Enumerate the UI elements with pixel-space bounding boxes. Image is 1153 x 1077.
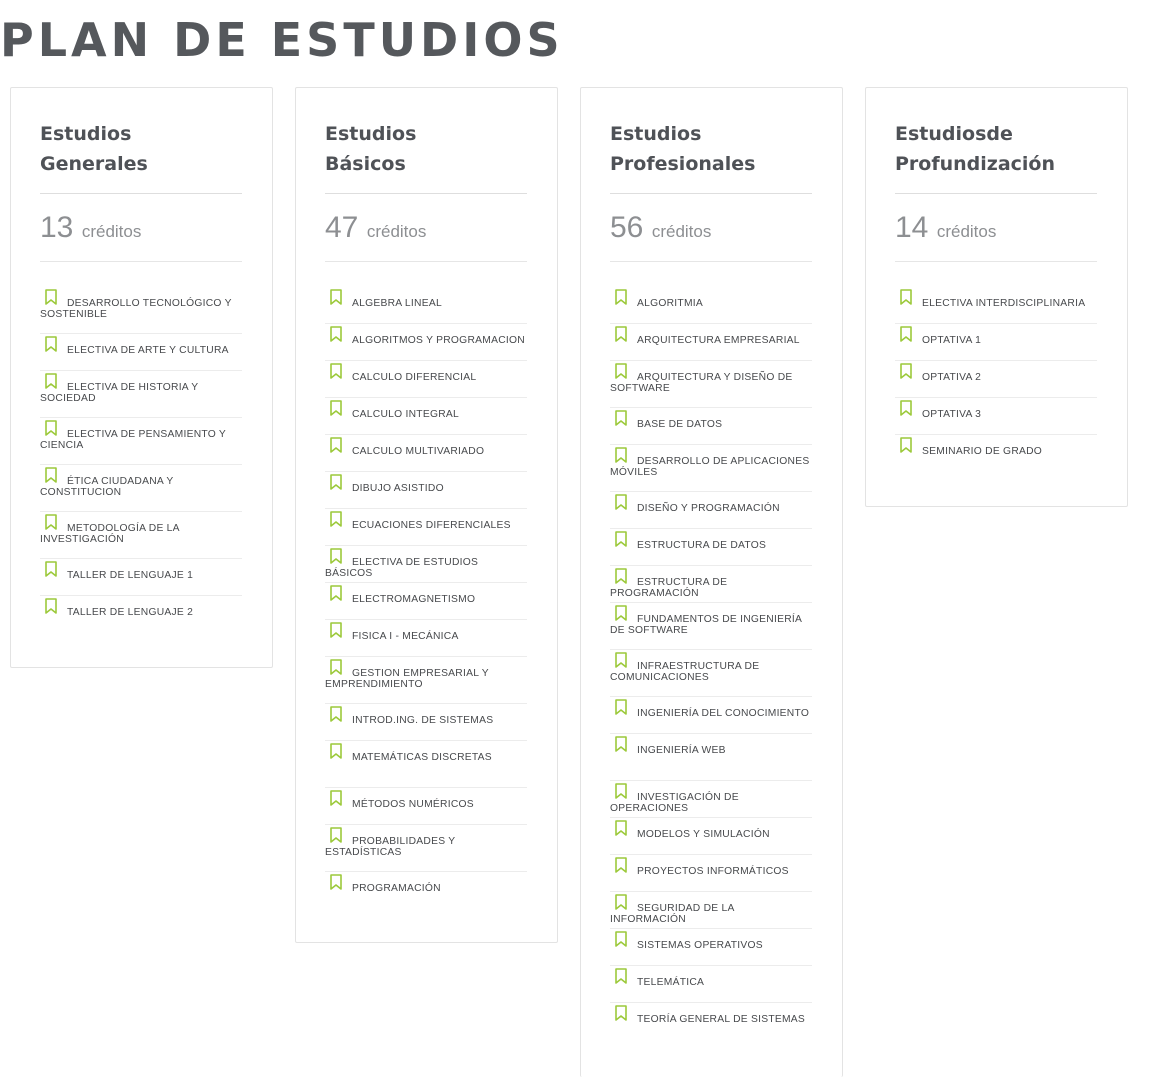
course-name: ELECTIVA INTERDISCIPLINARIA — [922, 298, 1086, 309]
course-item — [610, 287, 812, 324]
bookmark-icon-graphic — [330, 326, 342, 342]
course-item — [325, 788, 527, 825]
bookmark-icon-graphic — [330, 400, 342, 416]
bookmark-icon — [615, 652, 627, 668]
course-item — [895, 435, 1097, 472]
course-item — [40, 559, 242, 596]
course-name: CALCULO INTEGRAL — [352, 409, 459, 420]
bookmark-icon-graphic — [615, 820, 627, 836]
bookmark-icon-graphic — [615, 363, 627, 379]
card-title — [610, 119, 812, 179]
course-item — [610, 324, 812, 361]
course-item — [325, 620, 527, 657]
course-item — [325, 704, 527, 741]
bookmark-icon-graphic — [615, 968, 627, 984]
course-name: ESTRUCTURA DE PROGRAMACIÓN — [610, 577, 728, 599]
course-name: ESTRUCTURA DE DATOS — [637, 540, 767, 551]
bookmark-icon-graphic — [45, 598, 57, 614]
credits-summary — [325, 211, 527, 262]
bookmark-icon-graphic — [330, 585, 342, 601]
course-name: CALCULO DIFERENCIAL — [352, 372, 477, 383]
bookmark-icon-graphic — [330, 437, 342, 453]
bookmark-icon-graphic — [615, 1005, 627, 1021]
course-item — [895, 361, 1097, 398]
credits-number: 13 — [40, 211, 74, 244]
bookmark-icon-graphic — [45, 336, 57, 352]
bookmark-icon — [615, 289, 627, 305]
page-title: PLAN DE ESTUDIOS — [0, 13, 564, 67]
course-name: TALLER DE LENGUAJE 2 — [67, 607, 194, 618]
bookmark-icon-graphic — [330, 511, 342, 527]
bookmark-icon — [330, 474, 342, 490]
bookmark-icon — [900, 437, 912, 453]
course-name: ELECTIVA DE PENSAMIENTO Y CIENCIA — [40, 429, 226, 451]
bookmark-icon — [900, 363, 912, 379]
bookmark-icon-graphic — [900, 363, 912, 379]
course-item — [610, 529, 812, 566]
course-item — [610, 566, 812, 603]
bookmark-icon-graphic — [45, 561, 57, 577]
bookmark-icon — [615, 568, 627, 584]
bookmark-icon — [45, 598, 57, 614]
bookmark-icon — [330, 659, 342, 675]
bookmark-icon — [615, 494, 627, 510]
course-item — [610, 361, 812, 408]
course-item — [895, 324, 1097, 361]
course-item — [325, 472, 527, 509]
bookmark-icon-graphic — [330, 622, 342, 638]
course-list — [325, 287, 527, 909]
course-name: GESTION EMPRESARIAL Y EMPRENDIMIENTO — [325, 668, 489, 690]
credits-number: 14 — [895, 211, 929, 244]
card-title-line: Estudios — [610, 123, 702, 145]
card-estudios-generales — [10, 87, 273, 668]
card-estudios-basicos — [295, 87, 558, 943]
course-item — [325, 657, 527, 704]
bookmark-icon — [615, 363, 627, 379]
course-item — [325, 361, 527, 398]
bookmark-icon — [330, 437, 342, 453]
course-name: ELECTIVA DE HISTORIA Y SOCIEDAD — [40, 382, 199, 404]
bookmark-icon — [45, 514, 57, 530]
course-name: INVESTIGACIÓN DE OPERACIONES — [610, 792, 739, 814]
course-item — [325, 741, 527, 788]
bookmark-icon-graphic — [330, 548, 342, 564]
card-divider — [610, 193, 812, 194]
course-item — [610, 650, 812, 697]
bookmark-icon-graphic — [330, 474, 342, 490]
course-item — [40, 334, 242, 371]
course-name: OPTATIVA 3 — [922, 409, 982, 420]
bookmark-icon-graphic — [615, 894, 627, 910]
course-name: ELECTIVA DE ARTE Y CULTURA — [67, 345, 229, 356]
bookmark-icon-graphic — [615, 326, 627, 342]
course-name: INFRAESTRUCTURA DE COMUNICACIONES — [610, 661, 760, 683]
bookmark-icon — [45, 336, 57, 352]
course-item — [895, 398, 1097, 435]
bookmark-icon — [330, 289, 342, 305]
bookmark-icon-graphic — [330, 289, 342, 305]
bookmark-icon-graphic — [900, 400, 912, 416]
course-name: DIBUJO ASISTIDO — [352, 483, 444, 494]
card-estudios-profesionales — [580, 87, 843, 1077]
course-item — [325, 583, 527, 620]
bookmark-icon-graphic — [615, 857, 627, 873]
bookmark-icon-graphic — [615, 447, 627, 463]
course-item — [610, 734, 812, 781]
course-item — [40, 418, 242, 465]
course-name: TALLER DE LENGUAJE 1 — [67, 570, 194, 581]
course-name: PROYECTOS INFORMÁTICOS — [637, 866, 789, 877]
course-name: ALGEBRA LINEAL — [352, 298, 442, 309]
course-item — [610, 1003, 812, 1040]
bookmark-icon-graphic — [615, 289, 627, 305]
bookmark-icon-graphic — [615, 494, 627, 510]
bookmark-icon — [615, 699, 627, 715]
course-item — [325, 287, 527, 324]
course-item — [610, 892, 812, 929]
credits-label: créditos — [366, 222, 427, 241]
course-name: ALGORITMIA — [637, 298, 704, 309]
card-title-line: Estudios — [325, 123, 417, 145]
course-item — [40, 287, 242, 334]
bookmark-icon-graphic — [45, 514, 57, 530]
credits-label: créditos — [936, 222, 997, 241]
bookmark-icon — [45, 467, 57, 483]
course-name: MÉTODOS NUMÉRICOS — [352, 799, 474, 810]
card-title-line: Generales — [40, 153, 148, 175]
course-name: PROGRAMACIÓN — [352, 883, 441, 894]
bookmark-icon — [330, 622, 342, 638]
bookmark-icon — [615, 447, 627, 463]
bookmark-icon-graphic — [45, 420, 57, 436]
bookmark-icon — [615, 736, 627, 752]
bookmark-icon — [330, 326, 342, 342]
course-item — [325, 825, 527, 872]
bookmark-icon-graphic — [615, 410, 627, 426]
bookmark-icon — [330, 706, 342, 722]
course-item — [325, 872, 527, 909]
course-item — [610, 445, 812, 492]
course-item — [610, 492, 812, 529]
card-title — [325, 119, 527, 179]
course-name: INGENIERÍA DEL CONOCIMIENTO — [637, 708, 810, 719]
credits-summary — [895, 211, 1097, 262]
bookmark-icon-graphic — [615, 931, 627, 947]
bookmark-icon — [330, 511, 342, 527]
card-title-line: Profundización — [895, 153, 1056, 175]
course-name: INTROD.ING. DE SISTEMAS — [352, 715, 494, 726]
card-divider — [40, 193, 242, 194]
card-title — [895, 119, 1097, 179]
course-name: INGENIERÍA WEB — [637, 745, 726, 756]
course-item — [610, 603, 812, 650]
bookmark-icon-graphic — [330, 363, 342, 379]
course-name: SISTEMAS OPERATIVOS — [637, 940, 763, 951]
course-name: FISICA I - MECÁNICA — [352, 631, 459, 642]
course-name: DISEÑO Y PROGRAMACIÓN — [637, 503, 780, 514]
course-list — [895, 287, 1097, 472]
bookmark-icon-graphic — [615, 568, 627, 584]
course-item — [895, 287, 1097, 324]
credits-label: créditos — [81, 222, 142, 241]
course-name: ARQUITECTURA Y DISEÑO DE SOFTWARE — [610, 372, 793, 394]
bookmark-icon — [615, 783, 627, 799]
card-title-line: Estudios — [40, 123, 132, 145]
bookmark-icon-graphic — [900, 437, 912, 453]
course-item — [40, 465, 242, 512]
course-name: ELECTIVA DE ESTUDIOS BÁSICOS — [325, 557, 479, 579]
credits-number: 56 — [610, 211, 644, 244]
course-name: ELECTROMAGNETISMO — [352, 594, 476, 605]
bookmark-icon — [330, 548, 342, 564]
bookmark-icon — [45, 420, 57, 436]
course-name: SEMINARIO DE GRADO — [922, 446, 1043, 457]
course-name: DESARROLLO DE APLICACIONES MÓVILES — [610, 456, 810, 478]
card-title-line: Estudiosde — [895, 123, 1013, 145]
bookmark-icon-graphic — [900, 289, 912, 305]
bookmark-icon — [45, 561, 57, 577]
credits-summary — [610, 211, 812, 262]
bookmark-icon-graphic — [615, 531, 627, 547]
bookmark-icon-graphic — [615, 736, 627, 752]
course-name: SEGURIDAD DE LA INFORMACIÓN — [610, 903, 735, 925]
bookmark-icon-graphic — [615, 652, 627, 668]
bookmark-icon — [615, 968, 627, 984]
course-name: ARQUITECTURA EMPRESARIAL — [637, 335, 800, 346]
card-estudios-profundizacion — [865, 87, 1128, 507]
course-name: OPTATIVA 2 — [922, 372, 982, 383]
bookmark-icon-graphic — [615, 783, 627, 799]
course-name: TEORÍA GENERAL DE SISTEMAS — [637, 1014, 806, 1025]
credits-summary — [40, 211, 242, 262]
course-item — [40, 371, 242, 418]
bookmark-icon — [330, 874, 342, 890]
card-title-line: Básicos — [325, 153, 406, 175]
course-name: TELEMÁTICA — [637, 977, 705, 988]
bookmark-icon-graphic — [45, 373, 57, 389]
bookmark-icon — [330, 743, 342, 759]
bookmark-icon — [615, 857, 627, 873]
course-name: PROBABILIDADES Y ESTADÍSTICAS — [325, 836, 456, 858]
bookmark-icon — [900, 289, 912, 305]
course-name: OPTATIVA 1 — [922, 335, 982, 346]
course-name: FUNDAMENTOS DE INGENIERÍA DE SOFTWARE — [610, 614, 802, 636]
bookmark-icon — [330, 585, 342, 601]
bookmark-icon — [615, 605, 627, 621]
bookmark-icon-graphic — [615, 699, 627, 715]
bookmark-icon-graphic — [330, 827, 342, 843]
bookmark-icon — [615, 820, 627, 836]
course-name: ALGORITMOS Y PROGRAMACION — [352, 335, 525, 346]
bookmark-icon — [615, 931, 627, 947]
bookmark-icon — [900, 400, 912, 416]
course-name: CALCULO MULTIVARIADO — [352, 446, 485, 457]
course-name: ECUACIONES DIFERENCIALES — [352, 520, 511, 531]
course-item — [40, 596, 242, 633]
course-item — [325, 324, 527, 361]
course-item — [610, 855, 812, 892]
course-item — [610, 929, 812, 966]
bookmark-icon — [330, 400, 342, 416]
bookmark-icon-graphic — [330, 706, 342, 722]
credits-label: créditos — [651, 222, 712, 241]
course-name: ÉTICA CIUDADANA Y CONSTITUCION — [40, 476, 174, 498]
bookmark-icon-graphic — [330, 743, 342, 759]
course-name: METODOLOGÍA DE LA INVESTIGACIÓN — [40, 523, 180, 545]
course-item — [325, 546, 527, 583]
bookmark-icon-graphic — [330, 659, 342, 675]
bookmark-icon-graphic — [45, 467, 57, 483]
course-item — [325, 509, 527, 546]
bookmark-icon — [330, 790, 342, 806]
bookmark-icon-graphic — [45, 289, 57, 305]
course-item — [610, 408, 812, 445]
bookmark-icon — [615, 531, 627, 547]
card-title — [40, 119, 242, 179]
course-item — [610, 966, 812, 1003]
bookmark-icon — [615, 326, 627, 342]
course-name: BASE DE DATOS — [637, 419, 723, 430]
bookmark-icon — [45, 373, 57, 389]
course-item — [610, 818, 812, 855]
bookmark-icon — [45, 289, 57, 305]
bookmark-icon-graphic — [330, 790, 342, 806]
course-list — [40, 287, 242, 633]
card-title-line: Profesionales — [610, 153, 756, 175]
bookmark-icon — [615, 410, 627, 426]
course-item — [40, 512, 242, 559]
course-name: DESARROLLO TECNOLÓGICO Y SOSTENIBLE — [40, 298, 232, 320]
course-item — [325, 435, 527, 472]
bookmark-icon — [615, 894, 627, 910]
course-item — [610, 697, 812, 734]
course-name: MODELOS Y SIMULACIÓN — [637, 829, 770, 840]
credits-number: 47 — [325, 211, 359, 244]
course-item — [610, 781, 812, 818]
bookmark-icon — [900, 326, 912, 342]
course-name: MATEMÁTICAS DISCRETAS — [352, 752, 492, 763]
bookmark-icon-graphic — [330, 874, 342, 890]
card-divider — [325, 193, 527, 194]
course-list — [610, 287, 812, 1040]
card-divider — [895, 193, 1097, 194]
bookmark-icon — [615, 1005, 627, 1021]
bookmark-icon-graphic — [900, 326, 912, 342]
bookmark-icon — [330, 363, 342, 379]
bookmark-icon — [330, 827, 342, 843]
course-item — [325, 398, 527, 435]
bookmark-icon-graphic — [615, 605, 627, 621]
